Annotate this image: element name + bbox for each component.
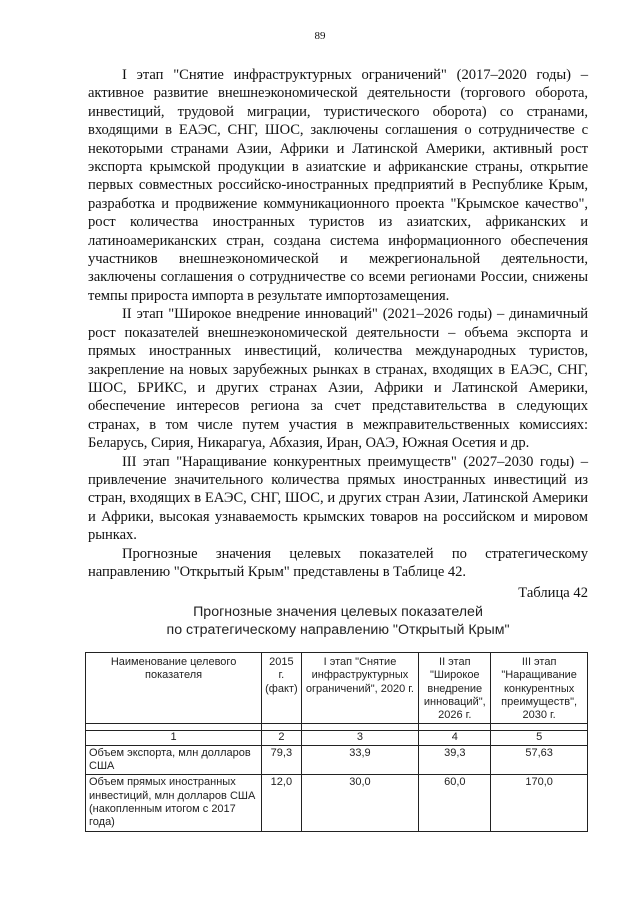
table-title <box>88 603 588 639</box>
table-header-row <box>86 653 588 724</box>
paragraph-stage-2: II этап "Широкое внедрение инноваций" (2021–2026 годы) – динамичный рост показателей внешнеэкономической деятельности – объема экспорта и прямых иностранных инвестиций, количества международных туристов, закрепление на новых зарубежных рынках в странах, входящих в ЕАЭС, СНГ, ШОС, БРИКС, и других странах Азии, Африки и Латинской Америки, обеспечение интересов региона за счет представительства в следующих странах, в том числе путем участия в межправительственных комиссиях: Беларусь, Сирия, Никарагуа, Абхазия, Иран, ОАЭ, Южная Осетия и др. <box>88 306 588 452</box>
column-number: 5 <box>491 731 588 745</box>
indicator-name: Объем прямых иностранных инвестиций, млн долларов США (накопленным итогом с 2017 года) <box>86 775 262 831</box>
value-2030: 57,63 <box>491 745 588 775</box>
value-2015: 79,3 <box>262 745 301 775</box>
table-title-line-2: по стратегическому направлению "Открытый Крым" <box>166 622 510 638</box>
indicator-name: Объем экспорта, млн долларов США <box>86 745 262 775</box>
table-caption: Таблица 42 <box>518 585 588 601</box>
header-stage-2: II этап "Широкое внедрение инноваций", 2026 г. <box>419 653 491 724</box>
document-body <box>88 66 588 581</box>
column-number: 2 <box>262 731 301 745</box>
paragraph-stage-1: I этап "Снятие инфраструктурных ограничений" (2017–2020 годы) – активное развитие внешнеэкономической деятельности (торгового оборота, инвестиций, трудовой миграции, туристического оборота) со странами, входящими в ЕАЭС, СНГ, ШОС, заключены соглашения о сотрудничестве с некоторыми странами Азии, Африки и Латинской Америки, активный рост экспорта крымской продукции в азиатские и африканские страны, открытие первых совместных российско-иностранных предприятий в Республике Крым, разработка и продвижение коммуникационного проекта "Крымское качество", рост количества иностранных туристов из азиатских, африканских и латиноамериканских стран, создана система информационного обеспечения участников внешнеэкономической и межрегиональной деятельности, заключены соглашения о сотрудничестве со всеми регионами России, снижены темпы прироста импорта в результате импортозамещения. <box>88 67 588 304</box>
header-2015-fact: 2015 г. (факт) <box>262 653 301 724</box>
column-numbers-row <box>86 731 588 745</box>
header-stage-3: III этап "Наращивание конкурентных преимуществ", 2030 г. <box>491 653 588 724</box>
table-row-export <box>86 745 588 775</box>
value-2030: 170,0 <box>491 775 588 831</box>
value-2015: 12,0 <box>262 775 301 831</box>
header-stage-1: I этап "Снятие инфраструктурных ограничений", 2020 г. <box>301 653 419 724</box>
header-indicator-name: Наименование целевого показателя <box>86 653 262 724</box>
page-number: 89 <box>314 30 326 42</box>
value-2026: 39,3 <box>419 745 491 775</box>
value-2020: 30,0 <box>301 775 419 831</box>
paragraph-forecast-intro: Прогнозные значения целевых показателей по стратегическому направлению "Открытый Крым" представлены в Таблице 42. <box>88 545 588 580</box>
column-number: 1 <box>86 731 262 745</box>
table-gap-row <box>86 724 588 731</box>
table-row-investment <box>86 775 588 831</box>
table-title-line-1: Прогнозные значения целевых показателей <box>193 604 483 620</box>
value-2026: 60,0 <box>419 775 491 831</box>
target-indicators-table <box>85 652 588 832</box>
column-number: 3 <box>301 731 419 745</box>
paragraph-stage-3: III этап "Наращивание конкурентных преимуществ" (2027–2030 годы) – привлечение значительного количества прямых иностранных инвестиций из стран, входящих в ЕАЭС, СНГ, ШОС, и других стран Азии, Латинской Америки и Африки, высокая узнаваемость крымских товаров на российском и мировом рынках. <box>88 453 588 544</box>
column-number: 4 <box>419 731 491 745</box>
value-2020: 33,9 <box>301 745 419 775</box>
